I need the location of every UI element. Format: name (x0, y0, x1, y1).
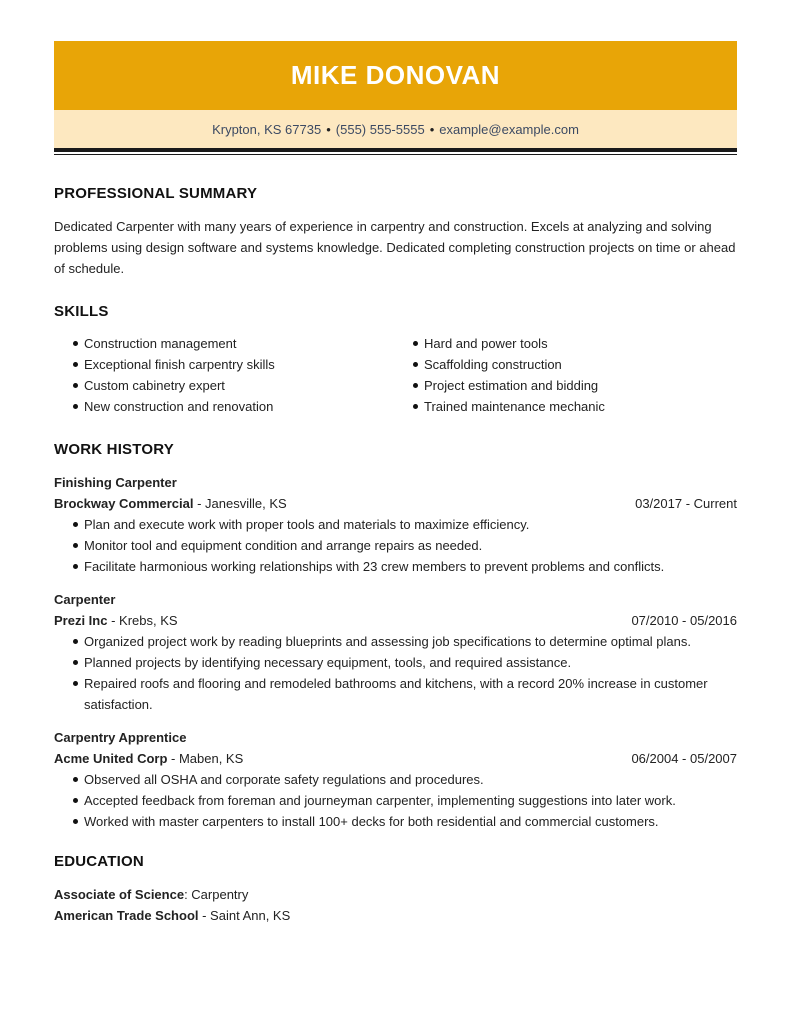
skill-item: Custom cabinetry expert (54, 375, 394, 396)
job-title: Finishing Carpenter (54, 475, 177, 490)
job-bullet: Facilitate harmonious working relationships with 23 crew members to prevent problems and conflicts. (54, 556, 737, 577)
job-bullets (54, 514, 737, 577)
job-bullet: Accepted feedback from foreman and journeyman carpenter, implementing suggestions into later work. (54, 790, 737, 811)
job-entry (54, 472, 737, 577)
job-company: Acme United Corp (54, 751, 168, 766)
education-heading: EDUCATION (54, 853, 144, 870)
job-bullets (54, 769, 737, 832)
job-entry (54, 589, 737, 715)
contact-location: Krypton, KS 67735 (212, 121, 322, 137)
skills-heading: SKILLS (54, 303, 109, 320)
skill-item: Exceptional finish carpentry skills (54, 354, 394, 375)
job-company-line (54, 493, 737, 514)
contact-email: example@example.com (439, 121, 579, 137)
skill-item: Hard and power tools (394, 333, 734, 354)
job-dates: 06/2004 - 05/2007 (631, 751, 737, 766)
job-bullet: Organized project work by reading blueprints and assessing job specifications to determine optimal plans. (54, 631, 737, 652)
summary-text: Dedicated Carpenter with many years of experience in carpentry and construction. Excels at analyzing and solving problems using design software and systems knowledge. Dedicated completing construction projects on time or ahead of schedule. (54, 219, 736, 276)
work-history-heading: WORK HISTORY (54, 441, 174, 458)
job-bullet: Planned projects by identifying necessary equipment, tools, and required assistance. (54, 652, 737, 673)
job-title: Carpenter (54, 592, 116, 607)
summary-heading: PROFESSIONAL SUMMARY (54, 185, 258, 202)
candidate-name: MIKE DONOVAN (290, 60, 501, 90)
job-bullet: Repaired roofs and flooring and remodeled bathrooms and kitchens, with a record 20% increase in customer satisfaction. (54, 673, 737, 715)
job-company-line (54, 610, 737, 631)
education-school: American Trade School (54, 908, 199, 923)
education-section (54, 853, 737, 926)
job-location: - Janesville, KS (193, 496, 287, 511)
header-band (54, 41, 737, 110)
job-company-line (54, 748, 737, 769)
skills-list-right (394, 333, 734, 417)
skill-item: Scaffolding construction (394, 354, 734, 375)
education-school-location: - Saint Ann, KS (198, 908, 291, 923)
contact-separator: • (326, 121, 331, 137)
job-company: Prezi Inc (54, 613, 108, 628)
education-degree: Associate of Science (54, 887, 185, 902)
job-dates: 07/2010 - 05/2016 (631, 613, 737, 628)
resume-page (54, 41, 737, 923)
skills-grid (54, 333, 737, 417)
contact-band (54, 110, 737, 148)
skill-item: New construction and renovation (54, 396, 394, 417)
job-dates: 03/2017 - Current (635, 496, 737, 511)
education-field: : Carpentry (184, 887, 249, 902)
skills-section (54, 303, 737, 417)
job-bullet: Plan and execute work with proper tools and materials to maximize efficiency. (54, 514, 737, 535)
contact-phone: (555) 555-5555 (335, 121, 425, 137)
education-entry (54, 884, 737, 926)
job-location: - Maben, KS (167, 751, 244, 766)
job-company: Brockway Commercial (54, 496, 194, 511)
job-bullet: Monitor tool and equipment condition and arrange repairs as needed. (54, 535, 737, 556)
job-bullet: Worked with master carpenters to install 100+ decks for both residential and commercial customers. (54, 811, 737, 832)
skill-item: Construction management (54, 333, 394, 354)
job-entry (54, 727, 737, 832)
skills-list-left (54, 333, 394, 417)
contact-separator: • (429, 121, 435, 137)
job-bullets (54, 631, 737, 715)
header-rule-thin (54, 154, 737, 155)
job-location: - Krebs, KS (107, 613, 178, 628)
skill-item: Project estimation and bidding (394, 375, 734, 396)
summary-section (54, 185, 737, 279)
job-bullet: Observed all OSHA and corporate safety regulations and procedures. (54, 769, 737, 790)
job-title: Carpentry Apprentice (54, 730, 187, 745)
skill-item: Trained maintenance mechanic (394, 396, 734, 417)
work-history-section (54, 441, 737, 832)
